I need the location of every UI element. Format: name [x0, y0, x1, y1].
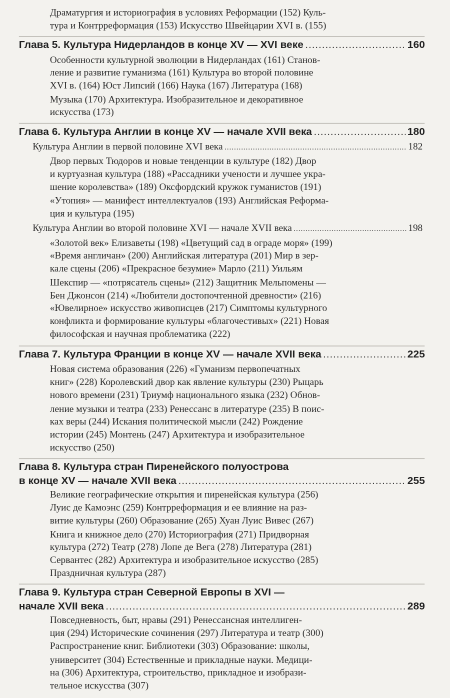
contents-line: Книга и книжное дело (270) Историография (271) Придворная [49, 529, 310, 540]
contents-line: и куртуазная культура (188) «Рассадники учености и лучшее укра- [49, 169, 326, 180]
chapter-divider [19, 346, 425, 347]
intro-line: Драматургия и историография в условиях Реформации (152) Куль- [49, 7, 326, 19]
contents-line: ление музыки и театра (233) Ренессанс в литературе (235) В поис- [49, 403, 325, 414]
contents-line: кале сцены (206) «Прекрасное безумие» Марло (211) Уильям [49, 264, 303, 275]
chapter-7-title: Глава 7. Культура Франции в конце XV — начале XVII века [18, 348, 322, 361]
contents-line: ление и развитие гуманизма (161) Культура во второй половине [49, 68, 314, 79]
contents-line: ция и культура (195) [49, 208, 135, 220]
chapter-divider [19, 123, 425, 124]
contents-line: искусство (250) [49, 442, 115, 454]
contents-line: Праздничная культура (287) [49, 568, 166, 579]
leader-dots [294, 223, 407, 236]
chapter-7-page: 225 [407, 348, 425, 361]
contents-line: Великие географические открытия и пиренейская культура (256) [49, 489, 319, 501]
contents-line: «Время англичан» (200) Английская литература (201) Мир в зер- [49, 251, 319, 262]
contents-line: Музыка (170) Архитектура. Изобразительное и декоративное [49, 94, 304, 105]
contents-line: истории (245) Монтень (247) Архитектура и изобразительное [49, 429, 305, 441]
contents-line: книг» (228) Королевский двор как явление культуры (230) Рыцарь [49, 377, 324, 388]
chapter-6-page: 180 [407, 125, 425, 138]
contents-line: шение королевства» (189) Оксфордский кружок гуманистов (191) [49, 182, 322, 193]
chapter-8-contents [50, 489, 401, 580]
chapter-8-page: 255 [407, 474, 425, 487]
contents-line: Новая система образования (226) «Гуманизм первопечатных [49, 364, 301, 375]
chapter-8-heading[interactable] [19, 461, 425, 488]
chapter-6-section-2-heading[interactable] [33, 223, 423, 236]
leader-dots [178, 474, 405, 487]
contents-line: философская и научная проблематика (222) [49, 329, 231, 340]
section-page: 182 [408, 141, 423, 153]
leader-dots [314, 126, 406, 139]
contents-line: конфликта и формирование культуры «благочестивых» (221) Новая [49, 316, 330, 327]
contents-line: Бен Джонсон (214) «Любители достопочтенной древности» (216) [49, 290, 322, 301]
chapter-6-section-2-contents [50, 237, 401, 342]
chapter-9-title-line-1: Глава 9. Культура стран Северной Европы в XVI — [18, 586, 285, 599]
chapter-7-contents [50, 364, 401, 455]
chapter-9-page: 289 [407, 599, 425, 612]
contents-line: Сервантес (282) Архитектура и изобразительное искусство (285) [49, 555, 319, 566]
intro-text [50, 7, 401, 33]
contents-line: Повседневность, быт, нравы (291) Ренессансная интеллиген- [49, 615, 302, 626]
chapter-6-title: Глава 6. Культура Англии в конце XV — начале XVII века [18, 125, 313, 138]
contents-line: «Ювелирное» искусство живописцев (217) Симптомы культурного [49, 303, 328, 314]
contents-line: XVI в. (164) Юст Липсий (166) Наука (167) Литература (168) [49, 81, 303, 92]
contents-line: ках веры (244) Искания политической мысли (242) Рождение [49, 416, 303, 428]
chapter-7-heading[interactable] [19, 348, 425, 361]
chapter-8-title-line-1: Глава 8. Культура стран Пиренейского полуострова [18, 460, 289, 473]
chapter-5-title: Глава 5. Культура Нидерландов в конце XV — XVI веке [18, 38, 304, 51]
chapter-9-title-line-2: начале XVII века [18, 599, 104, 612]
chapter-5-heading[interactable] [19, 39, 425, 52]
chapter-6-heading[interactable] [19, 126, 425, 139]
chapter-9-contents [50, 615, 401, 693]
chapter-divider [19, 584, 425, 585]
contents-line: Распространение книг. Библиотеки (303) Образование: школы, [49, 641, 310, 652]
contents-line: «Утопия» — манифест интеллектуалов (193) Английская Реформа- [49, 195, 329, 206]
leader-dots [106, 600, 406, 613]
contents-line: Двор первых Тюдоров и новые тенденции в культуре (182) Двор [49, 156, 317, 167]
chapter-5-page: 160 [407, 38, 425, 51]
chapter-6-section-1-contents [50, 156, 401, 221]
section-title: Культура Англии в первой половине XVI века [32, 141, 223, 153]
chapter-divider [19, 458, 425, 459]
contents-line: витие культуры (260) Образование (265) Хуан Луис Вивес (267) [49, 516, 314, 527]
contents-line: тельное искусства (307) [49, 680, 149, 692]
section-page: 198 [408, 223, 423, 234]
contents-line: ция (294) Исторические сочинения (297) Литература и театр (300) [49, 628, 324, 639]
chapter-5-contents [50, 54, 401, 119]
contents-line: культура (272) Театр (278) Лопе де Вега (278) Литература (281) [49, 542, 312, 553]
chapter-9-heading[interactable] [19, 586, 425, 613]
contents-line: «Золотой век» Елизаветы (198) «Цветущий сад в ограде моря» (199) [49, 238, 333, 249]
leader-dots [225, 141, 407, 154]
contents-line: Луис де Камоэнс (259) Контрреформация и ее влияние на раз- [49, 503, 308, 514]
contents-line: Особенности культурной эволюции в Нидерландах (161) Станов- [49, 55, 321, 66]
contents-line: на (306) Архитектура, строительство, прикладное и изобрази- [49, 667, 307, 679]
chapter-8-title-line-2: в конце XV — начале XVII века [18, 474, 177, 487]
contents-line: искусства (173) [49, 107, 114, 118]
contents-line: нового времени (231) Триумф национального языка (232) Обнов- [49, 390, 321, 401]
chapter-6-section-1-heading[interactable] [33, 141, 423, 154]
leader-dots [323, 348, 406, 361]
intro-line: тура и Контрреформация (153) Искусство Швейцарии XVI в. (155) [49, 20, 327, 32]
leader-dots [305, 39, 406, 52]
chapter-divider [19, 36, 425, 37]
contents-line: Шекспир — «потрясатель сцены» (212) Защитник Мельпомены — [49, 277, 326, 288]
contents-line: университет (304) Естественные и прикладные науки. Медици- [49, 654, 313, 665]
section-title: Культура Англии во второй половине XVI — начале XVII века [32, 223, 292, 234]
